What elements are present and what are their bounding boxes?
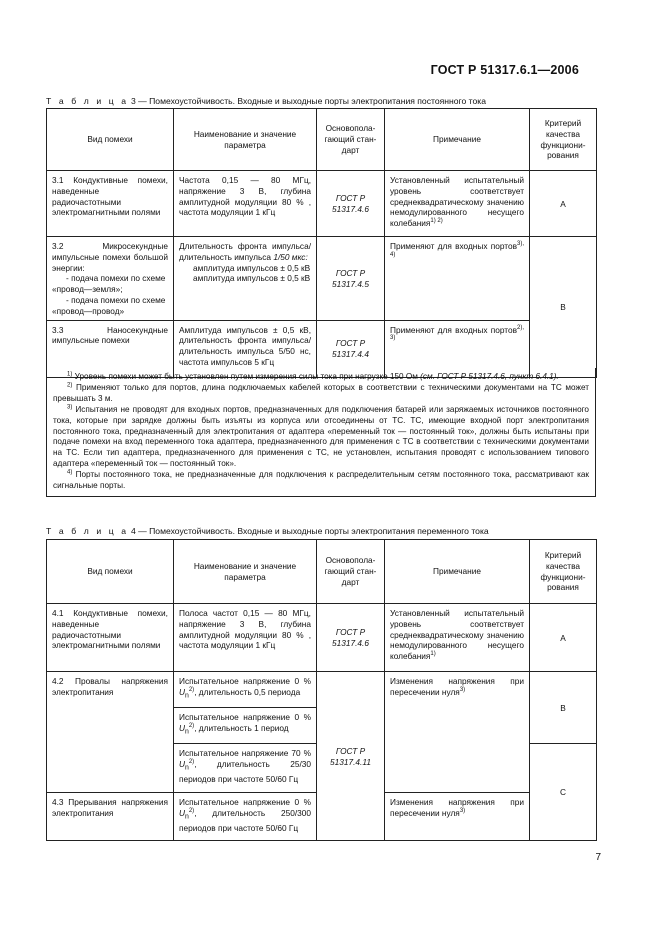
footnote-marker: 2) — [67, 382, 73, 389]
interference-type: 4.2 Провалы напряжения электропитания — [47, 672, 174, 793]
note — [385, 793, 530, 841]
footnote-text: Применяют только для портов, длина подключаемых кабелей которых в соответствии с техническими документами на ТС может превышать 3 м. — [53, 382, 589, 403]
standard: ГОСТ Р 51317.4.5 — [317, 237, 385, 321]
note-text: Изменения напряжения при пересечении нуля — [390, 676, 524, 697]
footnote-ref: 2), 3) — [390, 324, 524, 342]
table4 — [46, 539, 597, 841]
parameter-text: 1/50 мкс: — [273, 251, 308, 262]
footnote-ref: 3), 4) — [390, 241, 524, 259]
interference-type-main: 3.2 Микросекундные импульсные помехи большой энергии: — [52, 241, 168, 273]
parameter — [174, 672, 317, 708]
parameter-text: Испытательное напряжение 0 % — [179, 712, 311, 722]
footnote-ref: 2) — [188, 808, 195, 815]
parameter-text: амплитуда импульсов ± 0,5 кВ — [193, 262, 311, 273]
footnote — [53, 405, 589, 470]
footnote-ref: 2) — [188, 687, 195, 694]
parameter-text: , длительность 25/30 периодов при частоте 50/60 Гц — [179, 758, 311, 785]
criterion: A — [530, 171, 597, 237]
parameter-text: , длительность 250/300 периодов при частоте 50/60 Гц — [179, 807, 311, 834]
standard: ГОСТ Р 51317.4.4 — [317, 320, 385, 377]
footnote-text: Испытания не проводят для входных портов, предназначенных для подключения батарей или заряжаемых источников постоянного тока, которые при зарядке должны быть изъяты из корпуса или отсоединены от ТС. ТС, имеющие входной порт электропитания постоянного тока, предназначенный для электропитания от адаптера «переменный ток — постоянный ток», должны быть испытаны при подаче помехи на вход переменного тока адаптера, предназначенного для применения с ТС в соответствии с техническими документами на ТС. Если тип адаптера, предназначенного для применения с ТС, не установлен, испытания проводят с использованием типового адаптера «переменный ток — постоянный ток». — [53, 404, 589, 469]
col-header: Вид помехи — [47, 540, 174, 604]
parameter: Частота 0,15 — 80 МГц, напряжение 3 В, глубина амплитудной модуляции 80 % , частота модуляции 1 кГц — [174, 171, 317, 237]
interference-type-sub: - подача помехи по схеме «провод—провод» — [52, 294, 166, 316]
document-header: ГОСТ Р 51317.6.1—2006 — [430, 63, 579, 77]
footnote-marker: 4) — [67, 469, 73, 476]
parameter-text: Испытательное напряжение 0 % — [179, 676, 311, 686]
note — [385, 237, 530, 321]
parameter — [174, 793, 317, 841]
col-header: Примечание — [385, 540, 530, 604]
symbol-u: U — [179, 807, 185, 818]
note-text: Изменения напряжения при пересечении нуля — [390, 797, 524, 818]
parameter — [174, 744, 317, 793]
parameter: Амплитуда импульсов ± 0,5 кВ, длительность фронта импульса/длительность импульса 5/50 нс, частота импульсов 5 кГц — [174, 320, 317, 377]
parameter-text: , длительность 1 период — [194, 722, 289, 733]
table-row — [47, 171, 597, 237]
footnote-ref: 2) — [188, 759, 195, 766]
standard: ГОСТ Р 51317.4.11 — [317, 672, 385, 841]
col-header: Наименование и значение параметра — [174, 109, 317, 171]
footnote-text: (см. ГОСТ Р 51317.4.6, пункт 6.4.1). — [420, 372, 559, 381]
interference-type — [47, 237, 174, 321]
col-header: Примечание — [385, 109, 530, 171]
symbol-sub: n — [185, 692, 189, 700]
footnote-ref: 2) — [188, 723, 195, 730]
interference-type-sub: - подача помехи по схеме «провод—земля»; — [52, 273, 166, 295]
footnote-ref: 1) — [430, 651, 436, 658]
table3-caption — [46, 96, 486, 106]
standard: ГОСТ Р 51317.4.6 — [317, 171, 385, 237]
note — [385, 672, 530, 793]
note — [385, 604, 530, 672]
table4-caption-text: 4 — Помехоустойчивость. Входные и выходные порты электропитания переменного тока — [130, 526, 489, 536]
table3-header-row — [47, 109, 597, 171]
parameter-text: , длительность 0,5 периода — [194, 686, 301, 697]
footnote-marker: 3) — [67, 403, 73, 410]
footnote-text: Порты постоянного тока, не предназначенные для подключения к распределительным сетям постоянного тока, рассматривают как сигнальные порты. — [53, 470, 589, 491]
interference-type: 4.3 Прерывания напряжения электропитания — [47, 793, 174, 841]
table3-caption-text: 3 — Помехоустойчивость. Входные и выходные порты электропитания постоянного тока — [130, 96, 487, 106]
footnote-ref: 3) — [459, 687, 466, 694]
parameter — [174, 708, 317, 744]
col-header: Основопола-гающий стан-дарт — [317, 109, 385, 171]
col-header: Критерий качества функциони-рования — [530, 109, 597, 171]
interference-type: 3.1 Кондуктивные помехи, наведенные радиочастотными электромагнитными полями — [47, 171, 174, 237]
parameter-text: Длительность фронта импульса/длительность импульса — [179, 241, 311, 262]
criterion: B — [530, 237, 597, 378]
standard: ГОСТ Р 51317.4.6 — [317, 604, 385, 672]
footnote-marker: 1) — [67, 371, 73, 378]
col-header: Критерий качества функциони-рования — [530, 540, 597, 604]
symbol-u: U — [179, 758, 185, 769]
interference-type: 3.3 Наносекундные импульсные помехи — [47, 320, 174, 377]
parameter: Полоса частот 0,15 — 80 МГц, напряжение 3 В, глубина амплитудной модуляции 80 % , частота модуляции 1 кГц — [174, 604, 317, 672]
parameter-text: Испытательное напряжение 70 % — [179, 748, 311, 758]
table-row — [47, 237, 597, 321]
table4-caption — [46, 526, 489, 536]
symbol-u: U — [179, 722, 185, 733]
note-text: Установленный испытательный уровень соответствует среднеквадратическому значению немодулированного несущего колебания — [390, 608, 524, 662]
footnote-text: Уровень помехи может быть установлен путем измерения силы тока при нагрузке 150 Ом — [74, 372, 418, 381]
table3-footnotes — [46, 368, 596, 497]
col-header: Вид помехи — [47, 109, 174, 171]
footnote-ref: 1) 2) — [430, 218, 443, 225]
table-row — [47, 672, 597, 708]
note-text: Применяют для входных портов — [390, 241, 517, 251]
col-header: Наименование и значение параметра — [174, 540, 317, 604]
parameter-text: Испытательное напряжение 0 % — [179, 797, 311, 807]
table4-header-row — [47, 540, 597, 604]
page-number: 7 — [595, 852, 601, 863]
col-header: Основопола-гающий стан-дарт — [317, 540, 385, 604]
table-row — [47, 604, 597, 672]
interference-type: 4.1 Кондуктивные помехи, наведенные радиочастотными электромагнитными полями — [47, 604, 174, 672]
footnote — [53, 383, 589, 405]
criterion: B — [530, 672, 597, 744]
criterion: A — [530, 604, 597, 672]
footnote — [53, 470, 589, 492]
symbol-sub: n — [185, 813, 189, 821]
table4-caption-label: Т а б л и ц а — [46, 526, 129, 536]
table3-caption-label: Т а б л и ц а — [46, 96, 129, 106]
symbol-sub: n — [185, 764, 189, 772]
table3 — [46, 108, 597, 378]
footnote-ref: 3) — [459, 808, 466, 815]
symbol-sub: n — [185, 728, 189, 736]
criterion: C — [530, 744, 597, 841]
parameter-text: амплитуда импульсов ± 0,5 кВ — [193, 273, 311, 284]
note-text: Установленный испытательный уровень соответствует среднеквадратическому значению немодулированного несущего колебания — [390, 175, 524, 229]
note-text: Применяют для входных портов — [390, 324, 517, 335]
parameter — [174, 237, 317, 321]
footnote — [53, 372, 589, 383]
symbol-u: U — [179, 686, 185, 697]
note — [385, 171, 530, 237]
